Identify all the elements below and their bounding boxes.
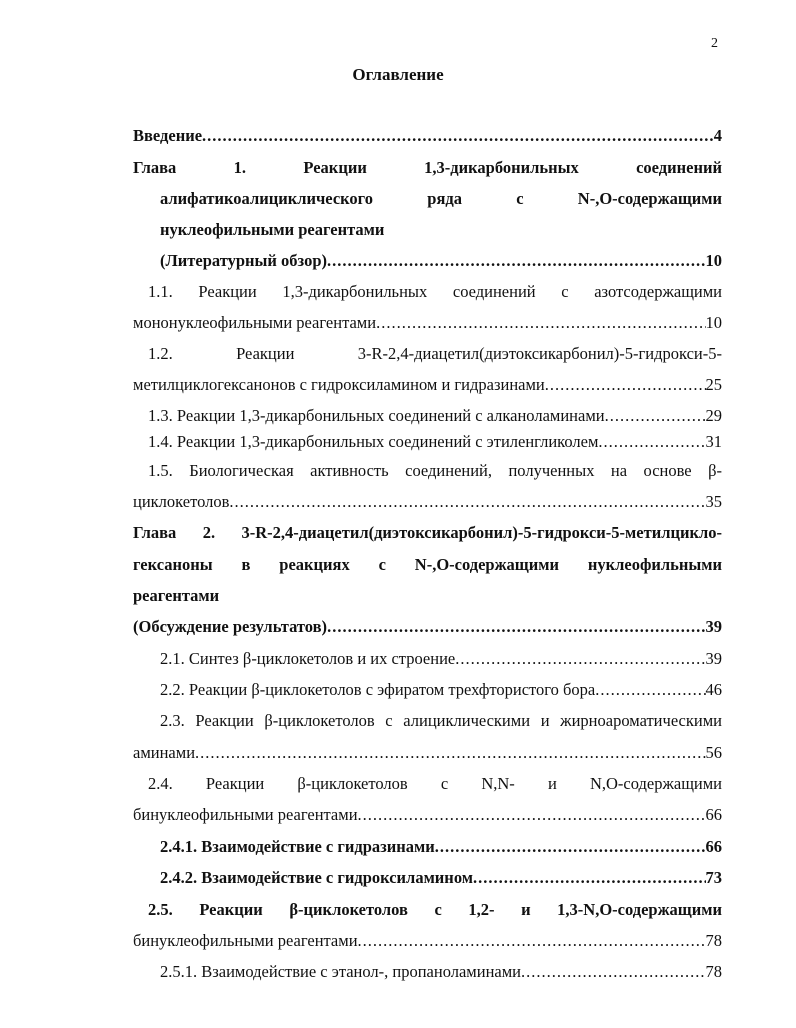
leader-dots bbox=[473, 868, 706, 888]
toc-title: 2.4.2. Взаимодействие с гидроксиламином bbox=[160, 868, 473, 887]
toc-title: мононуклеофильными реагентами bbox=[133, 313, 377, 332]
toc-page: 66 bbox=[705, 805, 722, 824]
toc-chapter-1-line[interactable]: алифатикоалициклического ряда с N-,O-содержащими bbox=[160, 189, 722, 208]
toc-page: 29 bbox=[705, 406, 722, 425]
toc-section-1-2[interactable]: 1.2. Реакции 3-R-2,4-диацетил(диэтоксикарбонил)-5-гидрокси-5- bbox=[148, 344, 722, 363]
toc-page: 10 bbox=[705, 251, 722, 270]
toc-section-1-5[interactable]: 1.5. Биологическая активность соединений, полученных на основе β- bbox=[148, 461, 722, 480]
toc-section-2-1[interactable] bbox=[160, 649, 722, 669]
toc-section-2-3[interactable]: 2.3. Реакции β-циклокетолов с алициклическими и жирноароматическими bbox=[160, 711, 722, 730]
toc-page: 73 bbox=[705, 868, 722, 887]
leader-dots bbox=[327, 251, 705, 271]
toc-section-1-4[interactable] bbox=[148, 432, 722, 452]
leader-dots bbox=[358, 805, 706, 825]
toc-page: 10 bbox=[705, 313, 722, 332]
toc-title: Введение bbox=[133, 126, 203, 145]
toc-title: 2.5.1. Взаимодействие с этанол-, пропаноламинами bbox=[160, 962, 522, 981]
toc-page: 66 bbox=[705, 837, 722, 856]
toc-chapter-2-line[interactable]: реагентами bbox=[133, 586, 220, 605]
toc-page: 56 bbox=[705, 743, 722, 762]
leader-dots bbox=[376, 313, 705, 333]
toc-section-2-5[interactable]: 2.5. Реакции β-циклокетолов с 1,2- и 1,3-N,O-содержащими bbox=[148, 900, 722, 919]
toc-chapter-2-line[interactable]: гексаноны в реакциях с N-,O-содержащими нуклеофильными bbox=[133, 555, 722, 574]
toc-title: (Обсуждение результатов) bbox=[133, 617, 328, 636]
toc-section-2-4[interactable]: 2.4. Реакции β-циклокетолов с N,N- и N,O-содержащими bbox=[148, 774, 722, 793]
toc-page: 35 bbox=[705, 492, 722, 511]
toc-chapter-2-line[interactable]: Глава 2. 3-R-2,4-диацетил(диэтоксикарбонил)-5-гидрокси-5-метилцикло- bbox=[133, 523, 722, 542]
leader-dots bbox=[605, 406, 706, 426]
page-number: 2 bbox=[711, 36, 718, 51]
leader-dots bbox=[202, 126, 714, 146]
page-title: Оглавление bbox=[352, 65, 444, 84]
toc-section-2-5[interactable] bbox=[133, 931, 722, 951]
toc-chapter-1-line[interactable]: Глава 1. Реакции 1,3-дикарбонильных соединений bbox=[133, 158, 722, 177]
toc-chapter-1-line[interactable] bbox=[160, 251, 722, 271]
toc-section-2-4[interactable] bbox=[133, 805, 722, 825]
toc-section-2-4-1[interactable] bbox=[160, 837, 722, 857]
leader-dots bbox=[455, 649, 705, 669]
toc-chapter-1-line[interactable]: нуклеофильными реагентами bbox=[160, 220, 385, 239]
toc-title: метилциклогексанонов с гидроксиламином и гидразинами bbox=[133, 375, 545, 394]
toc-section-2-5-1[interactable] bbox=[160, 962, 722, 982]
leader-dots bbox=[229, 492, 705, 512]
toc-page: 78 bbox=[705, 931, 722, 950]
toc-title: (Литературный обзор) bbox=[160, 251, 328, 270]
toc-entry-introduction[interactable] bbox=[133, 126, 722, 146]
leader-dots bbox=[327, 617, 705, 637]
leader-dots bbox=[195, 743, 705, 763]
toc-page: 46 bbox=[705, 680, 722, 699]
toc-page: 31 bbox=[705, 432, 722, 451]
toc-section-2-4-2[interactable] bbox=[160, 868, 722, 888]
toc-title: 1.4. Реакции 1,3-дикарбонильных соединений с этиленгликолем bbox=[148, 432, 599, 451]
toc-section-1-1[interactable] bbox=[133, 313, 722, 333]
toc-title: 2.1. Синтез β-циклокетолов и их строение bbox=[160, 649, 456, 668]
toc-title: 2.2. Реакции β-циклокетолов с эфиратом трехфтористого бора bbox=[160, 680, 596, 699]
leader-dots bbox=[595, 680, 705, 700]
toc-chapter-2-line[interactable] bbox=[133, 617, 722, 637]
leader-dots bbox=[358, 931, 706, 951]
toc-page: 78 bbox=[705, 962, 722, 981]
toc-title: 1.3. Реакции 1,3-дикарбонильных соединений с алканоламинами bbox=[148, 406, 605, 425]
toc-section-2-3[interactable] bbox=[133, 743, 722, 763]
toc-page: 39 bbox=[705, 617, 722, 636]
toc-title: аминами bbox=[133, 743, 196, 762]
toc-page: 4 bbox=[713, 126, 722, 145]
toc-section-1-3[interactable] bbox=[148, 406, 722, 426]
toc-section-1-5[interactable] bbox=[133, 492, 722, 512]
toc-section-1-2[interactable] bbox=[133, 375, 722, 395]
toc-title: бинуклеофильными реагентами bbox=[133, 805, 358, 824]
leader-dots bbox=[521, 962, 705, 982]
leader-dots bbox=[545, 375, 706, 395]
leader-dots bbox=[435, 837, 706, 857]
leader-dots bbox=[598, 432, 705, 452]
toc-title: циклокетолов bbox=[133, 492, 230, 511]
toc-title: 2.4.1. Взаимодействие с гидразинами bbox=[160, 837, 435, 856]
toc-page: 25 bbox=[705, 375, 722, 394]
toc-page: 39 bbox=[705, 649, 722, 668]
toc-section-1-1[interactable]: 1.1. Реакции 1,3-дикарбонильных соединений с азотсодержащими bbox=[148, 282, 722, 301]
toc-section-2-2[interactable] bbox=[160, 680, 722, 700]
toc-title: бинуклеофильными реагентами bbox=[133, 931, 358, 950]
